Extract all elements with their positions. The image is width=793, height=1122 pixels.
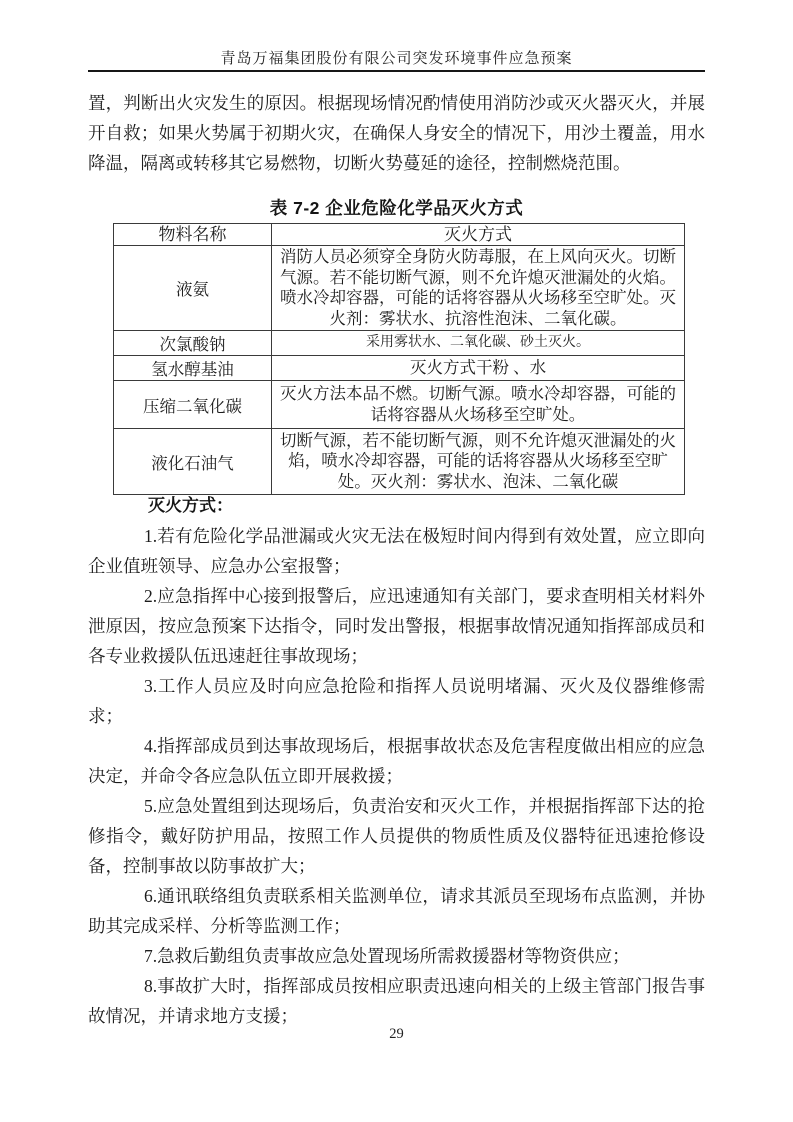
- table-header-method: 灭火方式: [272, 224, 685, 246]
- method-cell: 灭火方式干粉 、水: [272, 356, 685, 381]
- table-header-material: 物料名称: [114, 224, 272, 246]
- table-title: 表 7-2 企业危险化学品灭火方式: [269, 198, 524, 218]
- table-header-row: [114, 224, 685, 246]
- header-rule: [88, 70, 705, 72]
- table-row: [114, 246, 685, 331]
- material-cell: 压缩二氧化碳: [114, 381, 272, 429]
- material-cell: 液氨: [114, 246, 272, 331]
- intro-paragraph: 置，判断出火灾发生的原因。根据现场情况酌情使用消防沙或灭火器灭火，并展开自救；如果火势属于初期火灾，在确保人身安全的情况下，用沙土覆盖，用水降温，隔离或转移其它易燃物，切断火势蔓延的途径，控制燃烧范围。: [88, 93, 705, 173]
- method-cell: 灭火方法本品不燃。切断气源。喷水冷却容器，可能的话将容器从火场移至空旷处。: [272, 381, 685, 429]
- table-row: [114, 381, 685, 429]
- extinguish-procedure-section: [88, 491, 705, 1031]
- table-row: [114, 331, 685, 356]
- method-cell: 采用雾状水、二氧化碳、砂土灭火。: [272, 331, 685, 356]
- numbered-item: 7.急救后勤组负责事故应急处置现场所需救援器材等物资供应；: [144, 946, 630, 966]
- page-number: 29: [389, 1026, 404, 1042]
- numbered-item: 8.事故扩大时，指挥部成员按相应职责迅速向相关的上级主管部门报告事故情况，并请求地方支援；: [88, 976, 705, 1026]
- numbered-item: 1.若有危险化学品泄漏或火灾无法在极短时间内得到有效处置，应立即向企业值班领导、应急办公室报警；: [88, 526, 705, 576]
- numbered-item: 3.工作人员应及时向应急抢险和指挥人员说明堵漏、灭火及仪器维修需求；: [88, 676, 705, 726]
- numbered-item: 4.指挥部成员到达事故现场后，根据事故状态及危害程度做出相应的应急决定，并命令各应急队伍立即开展救援；: [88, 736, 705, 786]
- numbered-item: 6.通讯联络组负责联系相关监测单位，请求其派员至现场布点监测，并协助其完成采样、分析等监测工作；: [88, 886, 705, 936]
- method-cell: 消防人员必须穿全身防火防毒服，在上风向灭火。切断气源。若不能切断气源，则不允许熄灭泄漏处的火焰。喷水冷却容器，可能的话将容器从火场移至空旷处。灭火剂：雾状水、抗溶性泡沫、二氧化碳。: [272, 246, 685, 331]
- material-cell: 次氯酸钠: [114, 331, 272, 356]
- material-cell: 液化石油气: [114, 429, 272, 495]
- document-header-title: 青岛万福集团股份有限公司突发环境事件应急预案: [220, 51, 573, 67]
- material-cell: 氢水醇基油: [114, 356, 272, 381]
- method-cell: 切断气源，若不能切断气源，则不允许熄灭泄漏处的火焰，喷水冷却容器，可能的话将容器从火场移至空旷处。灭火剂：雾状水、泡沫、二氧化碳: [272, 429, 685, 495]
- numbered-item: 5.应急处置组到达现场后，负责治安和灭火工作，并根据指挥部下达的抢修指令，戴好防护用品，按照工作人员提供的物质性质及仪器特征迅速抢修设备，控制事故以防事故扩大；: [88, 796, 705, 876]
- numbered-item: 2.应急指挥中心接到报警后，应迅速通知有关部门，要求查明相关材料外泄原因，按应急预案下达指令，同时发出警报，根据事故情况通知指挥部成员和各专业救援队伍迅速赶往事故现场；: [88, 586, 705, 666]
- table-row: [114, 429, 685, 495]
- hazmat-extinguish-table: [113, 223, 685, 495]
- table-row: [114, 356, 685, 381]
- section-heading: 灭火方式：: [148, 496, 233, 515]
